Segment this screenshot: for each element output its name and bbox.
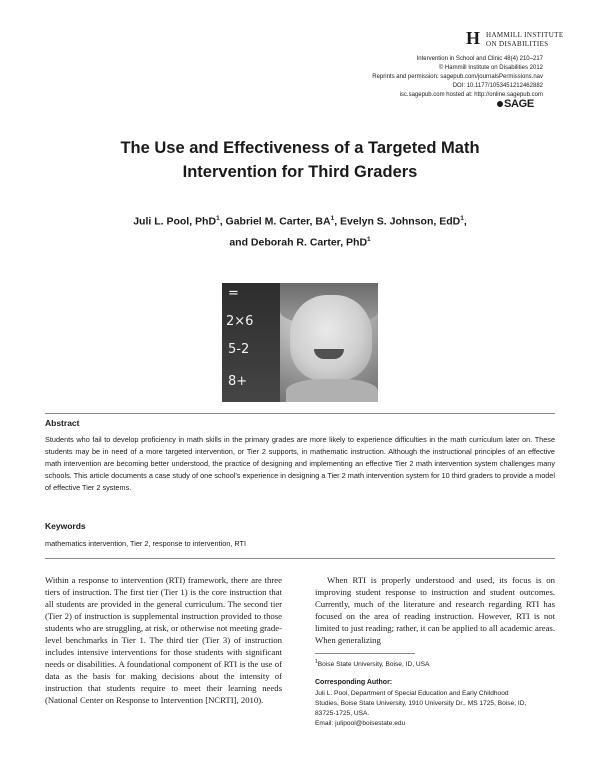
sage-label: SAGE	[504, 98, 534, 110]
corresponding-details	[315, 689, 555, 729]
author-sup: 1	[216, 215, 220, 222]
keywords-heading: Keywords	[45, 521, 86, 531]
corresponding-email[interactable]: Email: julipool@boisestate.edu	[315, 720, 406, 727]
affiliation-text: Boise State University, Boise, ID, USA	[317, 661, 430, 669]
journal-meta	[372, 55, 543, 100]
student-photo	[222, 283, 378, 402]
body-divider	[45, 558, 555, 559]
title-line-1: The Use and Effectiveness of a Targeted Math	[120, 139, 480, 157]
chalk-text: 8+	[228, 374, 248, 389]
affiliation-sup: 1	[315, 659, 318, 665]
abstract-text: Students who fail to develop proficiency in math skills in the primary grades are more likely to experience difficulties in the math curriculum later on. These students may be in need of a more targeted intervention, or Tier 2 supports, in mathematic instruction. Although the instructional principles of an effective math intervention are becoming better understood, the practice of designing and implementing an effective Tier 2 math intervention system challenges many schools. This article documents a case study of one school's experience in designing a Tier 2 math intervention system for 10 third graders to provide a model of effective Tier 2 systems.	[45, 435, 555, 492]
author-sup: 1	[460, 215, 464, 222]
reprints-line: Reprints and permission: sagepub.com/journalsPermissions.nav	[372, 74, 543, 80]
publisher-name-line2: ON DISABILITIES	[486, 40, 549, 48]
author-johnson: , Evelyn S. Johnson, EdD	[334, 215, 461, 228]
authors-line-2	[90, 231, 510, 252]
chalk-text: =	[228, 286, 239, 301]
abstract-heading: Abstract	[45, 418, 80, 428]
corresponding-line: Juli L. Pool, Department of Special Education and Early Childhood	[315, 690, 509, 697]
authors-line-1: Juli L. Pool, PhD$^1$, Gabriel M. Carter, $BA^1$, Evelyn S. Johnson, EdD$^1$,	[133, 215, 467, 228]
sage-logo	[497, 98, 534, 110]
footnote-divider	[315, 653, 415, 654]
corresponding-line: 83725-1725, USA.	[315, 710, 370, 717]
chalk-text: 2×6	[226, 314, 254, 329]
hosted-line: isc.sagepub.com hosted at: http://online.sagepub.com	[399, 92, 543, 98]
sage-dot-icon	[497, 101, 503, 107]
affiliation	[315, 659, 429, 668]
body-column-right: When RTI is properly understood and used, its focus is on improving student response to instruction and student outcomes. Currently, much of the literature and research regarding RTI has focused on the area of reading instruction. However, RTI is not limited to just reading; rather, it can be applied to all academic areas. When generalizing	[315, 575, 555, 645]
author-sup: 1	[330, 215, 335, 222]
chalk-text: 5-2	[228, 342, 250, 357]
article-title	[90, 136, 510, 184]
doi-line: DOI: 10.1177/1053451212462882	[452, 83, 543, 89]
abstract-divider	[45, 413, 555, 414]
author-sup: 1	[367, 235, 371, 243]
journal-citation: Intervention in School and Clinic 48(4) 210–217	[416, 56, 543, 62]
corresponding-line: Studies, Boise State University, 1910 University Dr., MS 1725, Boise, ID,	[315, 700, 527, 707]
corresponding-heading: Corresponding Author:	[315, 679, 393, 686]
author-pool: Juli L. Pool, PhD	[133, 215, 217, 228]
copyright-line: © Hammill Institute on Disabilities 2012	[438, 65, 543, 71]
face-shape	[290, 295, 372, 381]
author-list	[90, 210, 510, 251]
body-column-left: Within a response to intervention (RTI) framework, there are three tiers of instruction. The first tier (Tier 1) is the core instruction that all students are provided in the general curriculum. The second tier (Tier 2) of instruction is supplemental instruction provided to those students who are struggling, at risk, or otherwise not meeting grade-level benchmarks in Tier 1. The third tier (Tier 3) of instruction includes intensive interventions for those students with significant needs or disabilities. A foundational component of RTI is the use of data as the basis for making decisions about the intensity of instruction that students require to meet their learning needs (National Center on Response to Intervention [NCRTI], 2010).	[45, 575, 282, 705]
keywords-text: mathematics intervention, Tier 2, response to intervention, RTI	[45, 539, 247, 548]
hand-shape	[286, 379, 378, 402]
author-carter-g: , Gabriel M. Carter, BA	[219, 215, 331, 228]
title-line-2: Intervention for Third Graders	[182, 163, 418, 181]
author-carter-d: and Deborah R. Carter, PhD	[229, 236, 368, 248]
chalkboard	[222, 283, 280, 402]
hammill-logo-icon: H	[466, 28, 481, 48]
publisher-name-line1: HAMMILL INSTITUTE	[486, 31, 564, 39]
